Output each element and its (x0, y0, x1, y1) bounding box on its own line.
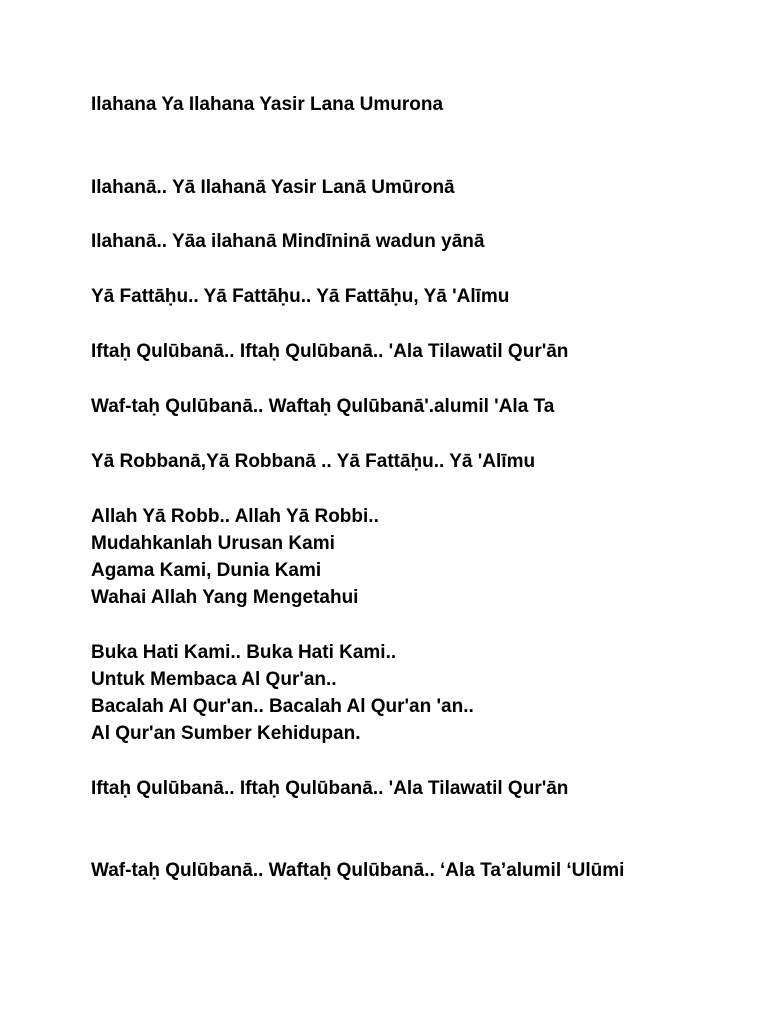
lyric-line: Waf-taḥ Qulūbanā.. Waftaḥ Qulūbanā.. ‘Ala Ta’alumil ‘Ulūmi (91, 860, 625, 881)
lyric-line: Mudahkanlah Urusan Kami (91, 533, 335, 554)
lyric-line: Untuk Membaca Al Qur'an.. (91, 669, 337, 690)
lyric-line: Iftaḥ Qulūbanā.. Iftaḥ Qulūbanā.. 'Ala Tilawatil Qur'ān (91, 778, 569, 799)
lyric-line: Buka Hati Kami.. Buka Hati Kami.. (91, 642, 397, 663)
lyric-line: Agama Kami, Dunia Kami (91, 560, 322, 581)
lyric-line: Yā Fattāḥu.. Yā Fattāḥu.. Yā Fattāḥu, Yā 'Alīmu (91, 286, 510, 307)
lyric-line: Waf-taḥ Qulūbanā.. Waftaḥ Qulūbanā'.alumil 'Ala Ta (91, 396, 555, 417)
lyric-line: Ilahanā.. Yā Ilahanā Yasir Lanā Umūronā (91, 177, 455, 198)
lyric-line: Bacalah Al Qur'an.. Bacalah Al Qur'an 'an.. (91, 696, 474, 717)
lyric-line: Wahai Allah Yang Mengetahui (91, 587, 359, 608)
lyric-line: Ilahanā.. Yāa ilahanā Mindīninā wadun yānā (91, 231, 485, 252)
lyric-line: Allah Yā Robb.. Allah Yā Robbi.. (91, 506, 379, 527)
lyric-line: Al Qur'an Sumber Kehidupan. (91, 723, 361, 744)
lyric-line: Yā Robbanā,Yā Robbanā .. Yā Fattāḥu.. Yā 'Alīmu (91, 451, 536, 472)
document-title: Ilahana Ya Ilahana Yasir Lana Umurona (91, 94, 444, 115)
lyric-line: Iftaḥ Qulūbanā.. Iftaḥ Qulūbanā.. 'Ala Tilawatil Qur'ān (91, 341, 569, 362)
